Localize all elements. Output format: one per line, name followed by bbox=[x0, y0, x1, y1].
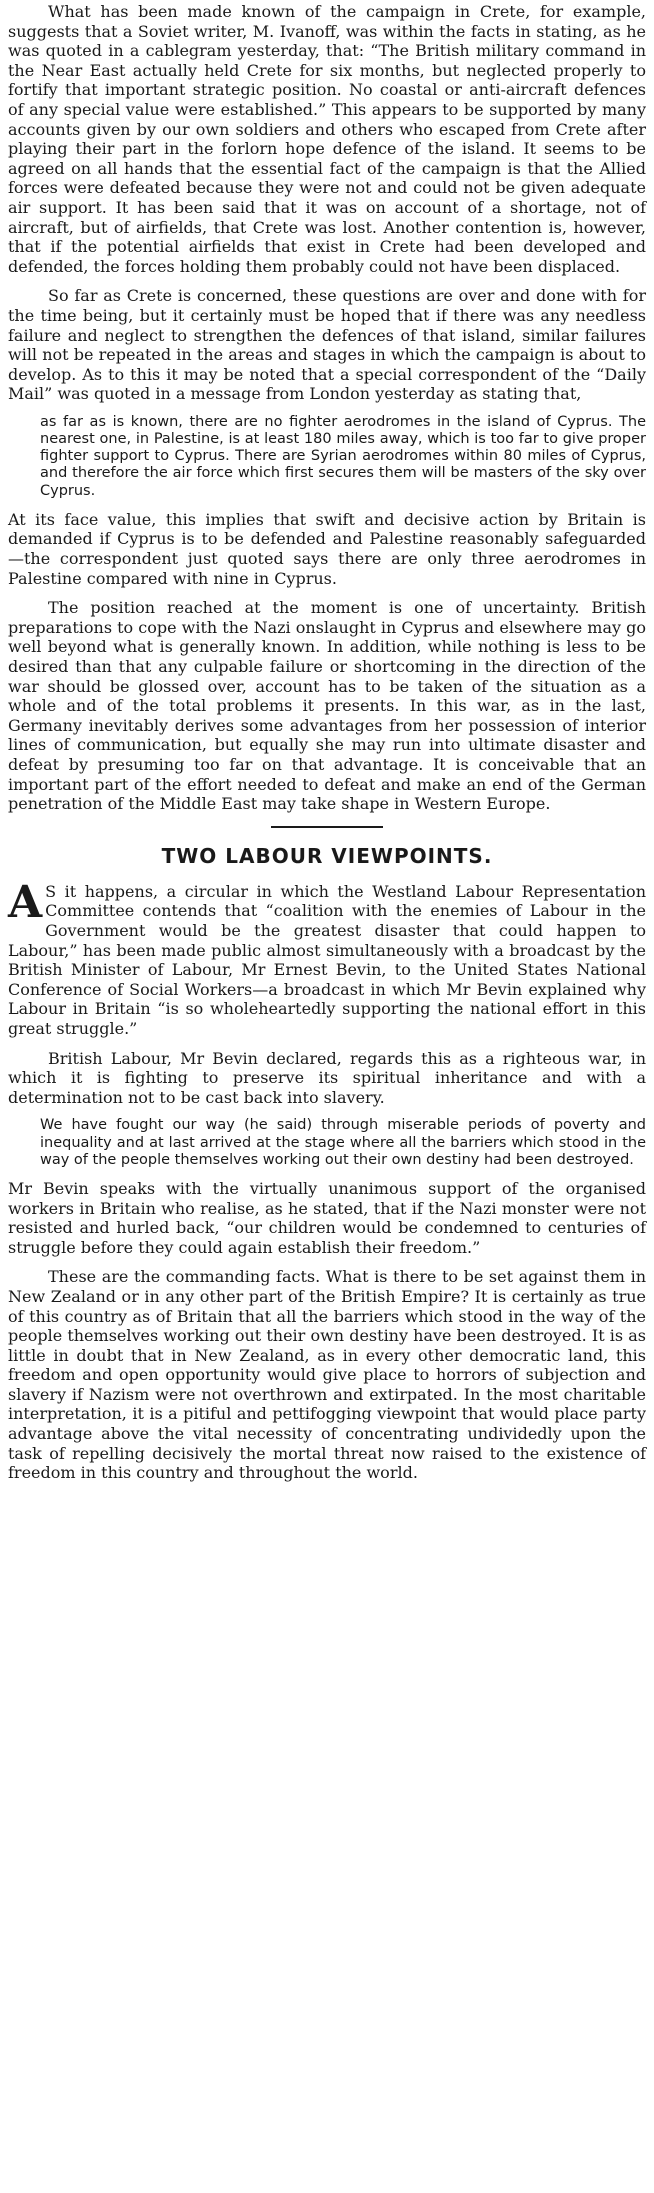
block-quote: We have fought our way (he said) through miserable periods of poverty and inequality and at last arrived at the stage where all the barriers which stood in the way of the people themselves working out their own destiny had been destroyed. bbox=[40, 1117, 646, 1168]
article-paragraph bbox=[8, 876, 646, 1039]
paragraph-text: S it happens, a circular in which the Westland Labour Representation Committee contends that “coalition with the enemies of Labour in the Government would be the greatest disaster that could happen to Labour,” has been made public almost simultaneously with a broadcast by the British Minister of Labour, Mr Ernest Bevin, to the United States National Conference of Social Workers—a broadcast in which Mr Bevin explained why Labour in Britain “is so wholeheartedly supporting the national effort in this great struggle.” bbox=[8, 881, 646, 1038]
article-paragraph: British Labour, Mr Bevin declared, regards this as a righteous war, in which it is fighting to preserve its spiritual inheritance and with a determination not to be cast back into slavery. bbox=[8, 1048, 646, 1107]
article-paragraph: So far as Crete is concerned, these questions are over and done with for the time being, but it certainly must be hoped that if there was any needless failure and neglect to strengthen the defences of that island, similar failures will not be repeated in the areas and stages in which the campaign is about to develop. As to this it may be noted that a special correspondent of the “Daily Mail” was quoted in a message from London yesterday as stating that, bbox=[8, 286, 646, 404]
article-paragraph: At its face value, this implies that swift and decisive action by Britain is demanded if Cyprus is to be defended and Palestine reasonably safeguarded—the correspondent just quoted says there are only three aerodromes in Palestine compared with nine in Cyprus. bbox=[8, 509, 646, 588]
drop-cap: A bbox=[8, 876, 43, 928]
block-quote: as far as is known, there are no fighter aerodromes in the island of Cyprus. The nearest one, in Palestine, is at least 180 miles away, which is too far to give proper fighter support to Cyprus. There are Syrian aerodromes within 80 miles of Cyprus, and therefore the air force which first secures them will be masters of the sky over Cyprus. bbox=[40, 413, 646, 499]
article-paragraph: Mr Bevin speaks with the virtually unanimous support of the organised workers in Britain who realise, as he stated, that if the Nazi monster were not resisted and hurled back, “our children would be condemned to centuries of struggle before they could again establish their freedom.” bbox=[8, 1178, 646, 1257]
section-headline: TWO LABOUR VIEWPOINTS. bbox=[161, 843, 493, 868]
article-paragraph: These are the commanding facts. What is there to be set against them in New Zealand or in any other part of the British Empire? It is certainly as true of this country as of Britain that all the barriers which stood in the way of the people themselves working out their own destiny have been destroyed. It is as little in doubt that in New Zealand, as in every other democratic land, this freedom and open opportunity would give place to horrors of subjection and slavery if Nazism were not overthrown and extirpated. In the most charitable interpretation, it is a pitiful and pettifogging viewpoint that would place party advantage above the vital necessity of concentrating undividedly upon the task of repelling decisively the mortal threat now raised to the existence of freedom in this country and throughout the world. bbox=[8, 1267, 646, 1483]
section-divider bbox=[271, 826, 383, 828]
article-paragraph: What has been made known of the campaign in Crete, for example, suggests that a Soviet writer, M. Ivanoff, was within the facts in stating, as he was quoted in a cablegram yesterday, that: “The British military command in the Near East actually held Crete for six months, but neglected properly to fortify that important strategic position. No coastal or anti-aircraft defences of any special value were established.” This appears to be supported by many accounts given by our own soldiers and others who escaped from Crete after playing their part in the forlorn hope defence of the island. It seems to be agreed on all hands that the essential fact of the campaign is that the Allied forces were defeated because they were not and could not be given adequate air support. It has been said that it was on account of a shortage, not of aircraft, but of airfields, that Crete was lost. Another contention is, however, that if the potential airfields that exist in Crete had been developed and defended, the forces holding them probably could not have been displaced. bbox=[8, 2, 646, 276]
article-paragraph: The position reached at the moment is one of uncertainty. British preparations to cope with the Nazi onslaught in Cyprus and elsewhere may go well beyond what is generally known. In addition, while nothing is less to be desired than that any culpable failure or shortcoming in the direction of the war should be glossed over, account has to be taken of the situation as a whole and of the total problems it presents. In this war, as in the last, Germany inevitably derives some advantages from her possession of interior lines of communication, but equally she may run into ultimate disaster and defeat by presuming too far on that advantage. It is conceivable that an important part of the effort needed to defeat and make an end of the German penetration of the Middle East may take shape in Western Europe. bbox=[8, 598, 647, 814]
